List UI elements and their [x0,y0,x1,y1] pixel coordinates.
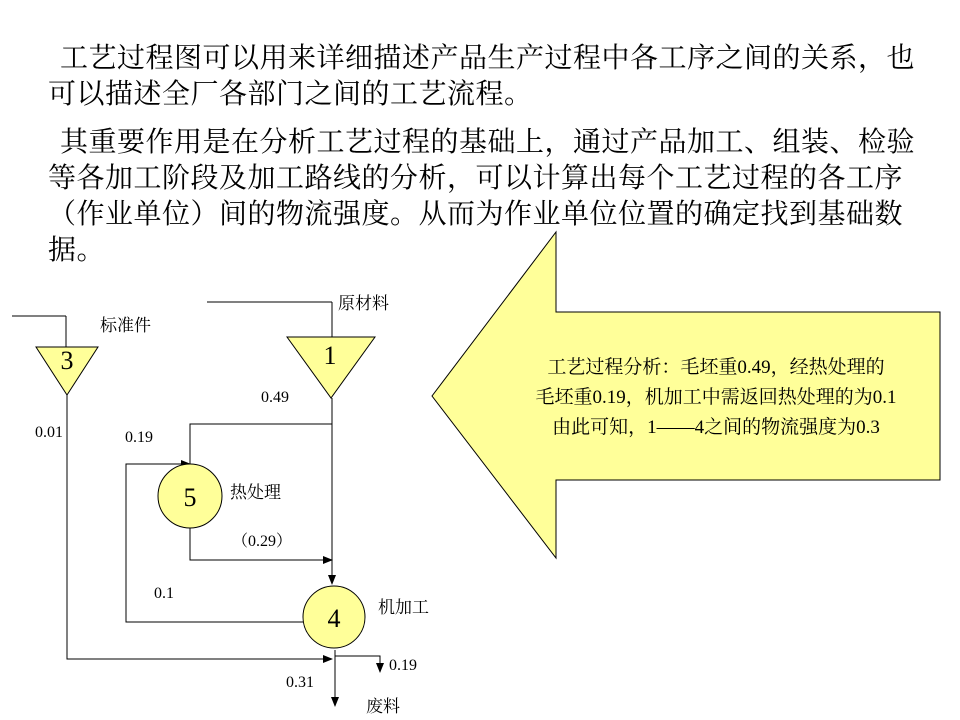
flow-value-049: 0.49 [261,389,289,406]
node-3-number: 3 [60,346,74,375]
flow-value-001: 0.01 [35,424,63,441]
node-5-number: 5 [183,483,197,512]
callout-line-1: 工艺过程分析：毛坯重0.49，经热处理的 [547,357,885,378]
flow-value-01: 0.1 [154,585,174,602]
flow-1-to-5 [190,424,332,464]
flow-value-019-to5: 0.19 [125,429,153,446]
node-1-number: 1 [323,341,337,370]
flow-value-031: 0.31 [286,674,314,691]
node-4-number: 4 [327,604,341,633]
label-standard-part: 标准件 [100,316,151,335]
label-heat-treatment: 热处理 [230,483,281,502]
label-raw-material: 原材料 [338,294,389,313]
callout-line-2: 毛坯重0.19，机加工中需返回热处理的为0.1 [535,387,897,408]
flow-4-to-scrap [335,656,380,672]
flow-value-029: （0.29） [232,533,293,550]
callout-line-3: 由此可知，1——4之间的物流强度为0.3 [552,417,880,438]
label-scrap: 废料 [366,697,400,716]
intro-paragraph-text: 工艺过程图可以用来详细描述产品生产过程中各工序之间的关系，也可以描述全厂各部门之间的工艺流程。 [48,41,916,110]
purpose-paragraph-text: 其重要作用是在分析工艺过程的基础上，通过产品加工、组装、检验等各加工阶段及加工路线的分析，可以计算出每个工艺过程的各工序（作业单位）间的物流强度。从而为作业单位位置的确定找到基础数据。 [48,125,916,266]
flow-value-019-scrap: 0.19 [389,657,417,674]
label-machining: 机加工 [378,598,429,617]
